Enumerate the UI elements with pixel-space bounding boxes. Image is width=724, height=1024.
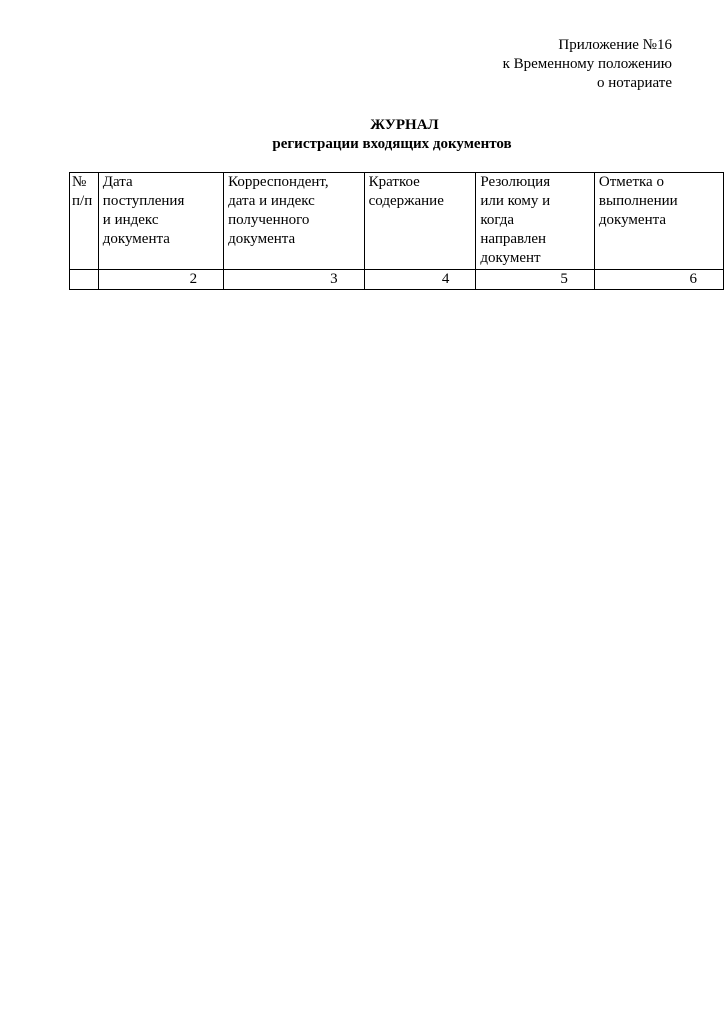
header-text-line: полученного: [228, 212, 310, 228]
journal-subtitle: регистрации входящих документов: [272, 136, 512, 152]
column-number: 6: [594, 270, 723, 290]
appendix-line-1: Приложение №16: [558, 37, 672, 53]
column-number: 5: [476, 270, 595, 290]
header-text-line: и индекс: [102, 212, 159, 228]
header-text-line: документа: [228, 231, 296, 247]
column-number: 3: [224, 270, 365, 290]
table-header-row: [70, 173, 724, 270]
header-text-line: Резолюция: [480, 174, 551, 190]
header-text-line: направлен: [480, 231, 547, 247]
column-number-row: [70, 270, 724, 290]
header-cell-correspondent: [224, 173, 365, 270]
header-text-line: дата и индекс: [228, 193, 315, 209]
header-text-line: Дата: [102, 174, 133, 190]
column-number: 4: [364, 270, 476, 290]
header-text-line: документа: [102, 231, 170, 247]
header-text-line: Отметка о: [598, 174, 664, 190]
header-cell-summary: [364, 173, 476, 270]
header-text-line: п/п: [72, 193, 93, 209]
column-number: 2: [98, 270, 223, 290]
journal-heading: [0, 116, 724, 154]
header-text-line: Краткое: [368, 174, 420, 190]
appendix-line-2: к Временному положению: [502, 56, 672, 72]
header-text-line: выполнении: [598, 193, 678, 209]
header-text-line: когда: [480, 212, 515, 228]
header-text-line: поступления: [102, 193, 185, 209]
appendix-reference: [503, 36, 672, 93]
header-cell-completion-mark: [594, 173, 723, 270]
header-text-line: №: [72, 174, 87, 190]
header-cell-date: [98, 173, 223, 270]
column-number: [70, 270, 99, 290]
header-text-line: или кому и: [480, 193, 551, 209]
header-text-line: Корреспондент,: [228, 174, 329, 190]
header-text-line: документ: [480, 250, 541, 266]
header-text-line: содержание: [368, 193, 444, 209]
header-cell-number: [70, 173, 99, 270]
header-cell-resolution: [476, 173, 595, 270]
journal-title: ЖУРНАЛ: [370, 117, 439, 133]
journal-table: [69, 172, 724, 290]
header-text-line: документа: [598, 212, 666, 228]
appendix-line-3: о нотариате: [597, 75, 672, 91]
